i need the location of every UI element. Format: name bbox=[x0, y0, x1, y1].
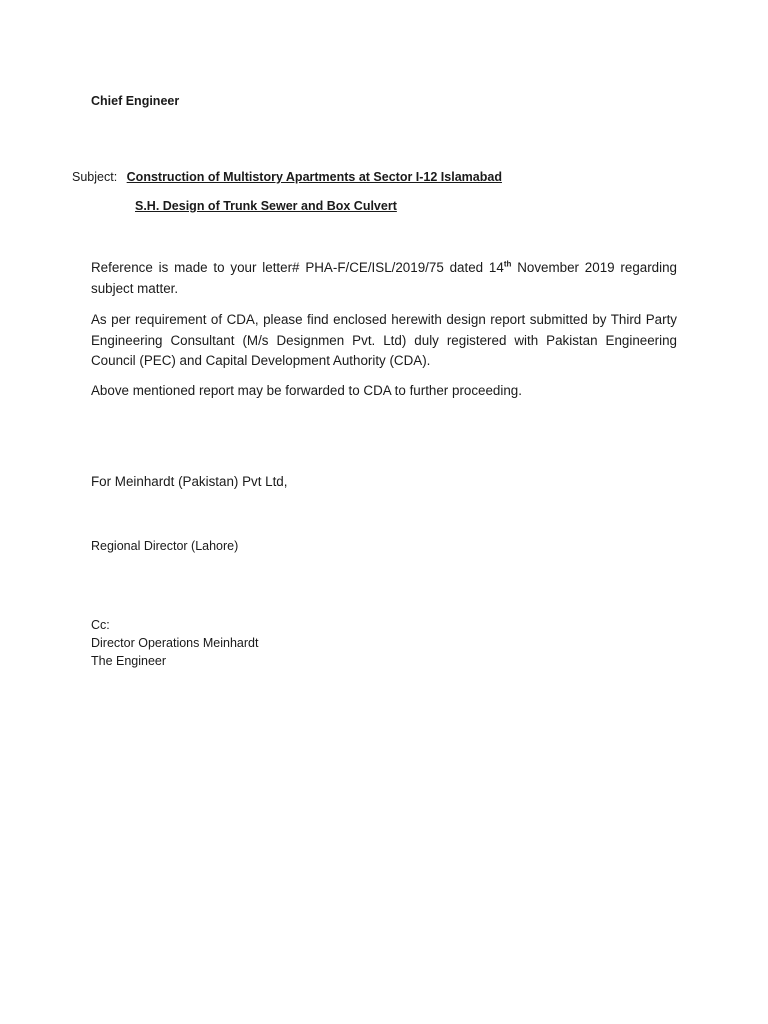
subject-line bbox=[72, 170, 502, 184]
paragraph-reference-part1: Reference is made to your letter# PHA-F/CE/ISL/2019/75 dated 14 bbox=[91, 260, 504, 275]
closing-line: For Meinhardt (Pakistan) Pvt Ltd, bbox=[91, 474, 288, 489]
subject-sh-line: S.H. Design of Trunk Sewer and Box Culvert bbox=[135, 199, 397, 213]
paragraph-forwarding: Above mentioned report may be forwarded to CDA to further proceeding. bbox=[91, 383, 522, 398]
cc-recipient: The Engineer bbox=[91, 654, 167, 668]
cc-recipient: Director Operations Meinhardt bbox=[91, 636, 259, 650]
paragraph-requirement: As per requirement of CDA, please find enclosed herewith design report submitted by Third Party Engineering Consultant (M/s Designmen Pvt. Ltd) duly registered with Pakistan Engineering Council (PEC) and Capital Development Authority (CDA). bbox=[91, 312, 677, 368]
signatory-title: Regional Director (Lahore) bbox=[91, 539, 239, 553]
cc-block bbox=[91, 616, 258, 670]
cc-label: Cc: bbox=[91, 618, 110, 632]
subject-text: Construction of Multistory Apartments at Sector I-12 Islamabad bbox=[126, 170, 502, 184]
addressee: Chief Engineer bbox=[91, 94, 180, 108]
date-ordinal-suffix: th bbox=[503, 259, 512, 269]
subject-label: Subject: bbox=[72, 170, 118, 184]
paragraph-reference-part2: November 2019 regarding subject matter. bbox=[91, 260, 677, 296]
paragraph-reference bbox=[91, 258, 677, 299]
